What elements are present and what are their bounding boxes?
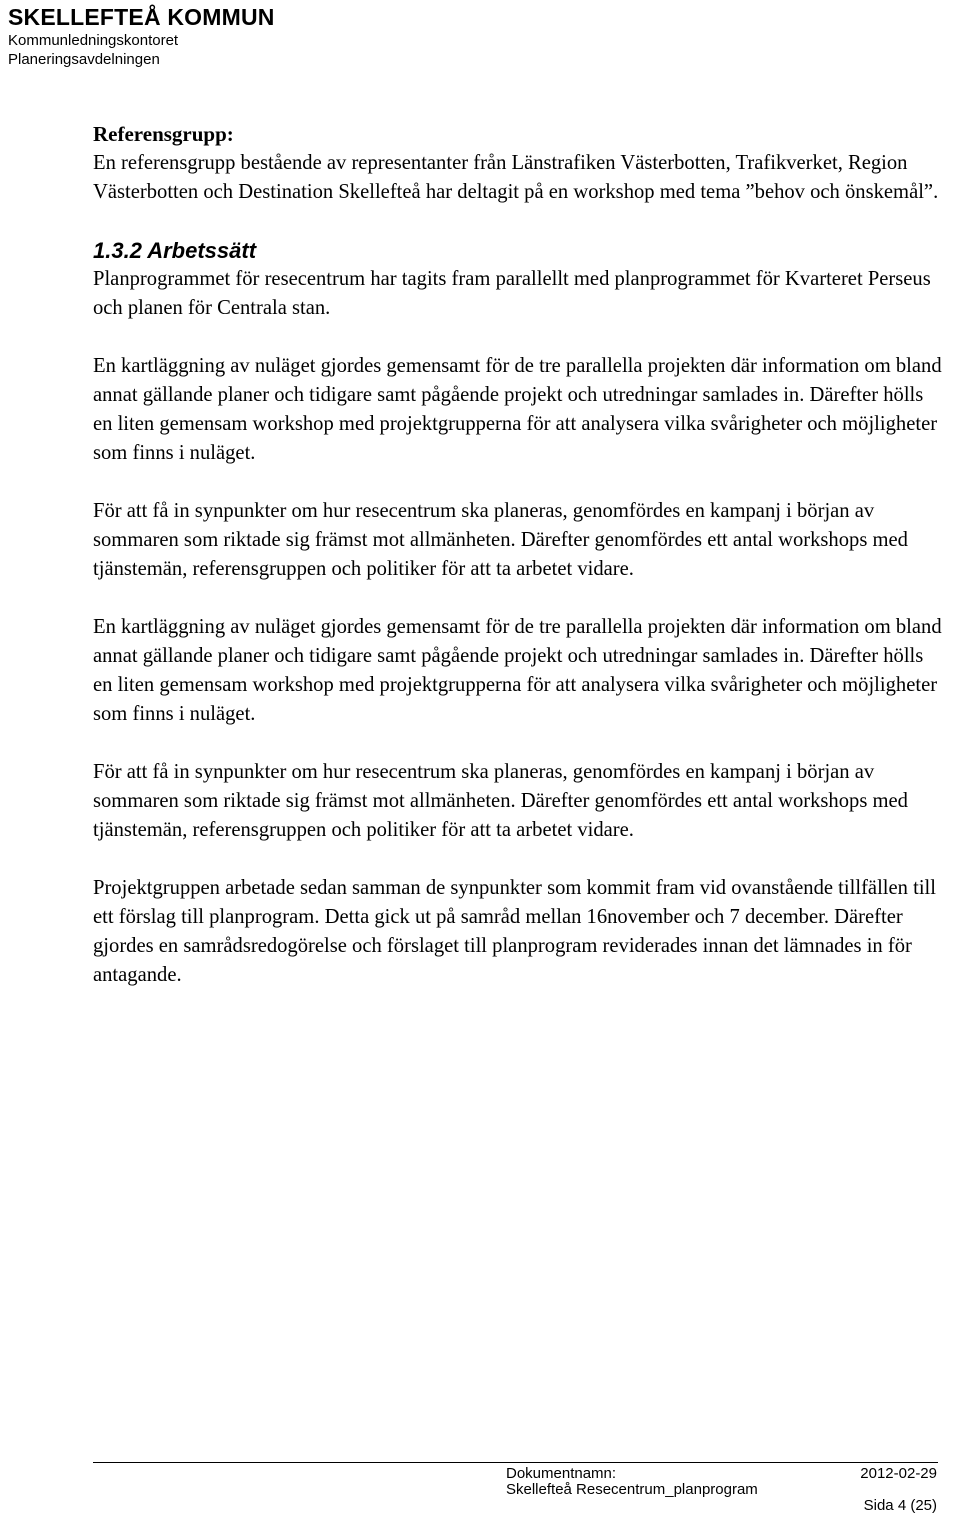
paragraph-5: För att få in synpunkter om hur resecentrum ska planeras, genomfördes en kampanj i början av sommaren som riktade sig främst mot allmänheten. Därefter genomfördes ett antal workshops med tjänstemän, referensgruppen och politiker för att ta arbetet vidare. <box>93 761 908 841</box>
document-name: Skellefteå Resecentrum_planprogram <box>506 1481 758 1498</box>
paragraph-2: En kartläggning av nuläget gjordes gemensamt för de tre parallella projekten där information om bland annat gällande planer och tidigare samt pågående projekt och utredningar samlades in. Därefter hölls en liten gemensam workshop med projektgrupperna för att analysera vilka svårigheter och möjligheter som finns i nuläget. <box>93 355 942 464</box>
department-name: Planeringsavdelningen <box>8 51 160 68</box>
document-name-label: Dokumentnamn: <box>506 1465 617 1482</box>
footer-divider <box>93 1462 938 1463</box>
document-body <box>93 120 943 990</box>
document-date: 2012-02-29 <box>860 1465 937 1482</box>
page-header <box>8 4 275 69</box>
paragraph-6: Projektgruppen arbetade sedan samman de synpunkter som kommit fram vid ovanstående tillfällen till ett förslag till planprogram. Detta gick ut på samråd mellan 16november och 7 december. Därefter gjordes en samrådsredogörelse och förslaget till planprogram reviderades innan det lämnades in för antagande. <box>93 877 936 986</box>
paragraph-4: En kartläggning av nuläget gjordes gemensamt för de tre parallella projekten där information om bland annat gällande planer och tidigare samt pågående projekt och utredningar samlades in. Därefter hölls en liten gemensam workshop med projektgrupperna för att analysera vilka svårigheter och möjligheter som finns i nuläget. <box>93 616 942 725</box>
referensgrupp-heading: Referensgrupp: <box>93 122 234 146</box>
referensgrupp-paragraph: En referensgrupp bestående av representanter från Länstrafiken Västerbotten, Trafikverket, Region Västerbotten och Destination Skellefteå har deltagit på en workshop med tema ”behov och önskemål”. <box>93 152 939 203</box>
section-heading: 1.3.2 Arbetssätt <box>93 238 257 263</box>
paragraph-1: Planprogrammet för resecentrum har tagits fram parallellt med planprogrammet för Kvarteret Perseus och planen för Centrala stan. <box>93 268 931 319</box>
page-number: Sida 4 (25) <box>863 1497 937 1514</box>
office-name: Kommunledningskontoret <box>8 32 179 49</box>
organization-name: SKELLEFTEÅ KOMMUN <box>8 4 275 30</box>
paragraph-3: För att få in synpunkter om hur resecentrum ska planeras, genomfördes en kampanj i början av sommaren som riktade sig främst mot allmänheten. Därefter genomfördes ett antal workshops med tjänstemän, referensgruppen och politiker för att ta arbetet vidare. <box>93 500 908 580</box>
